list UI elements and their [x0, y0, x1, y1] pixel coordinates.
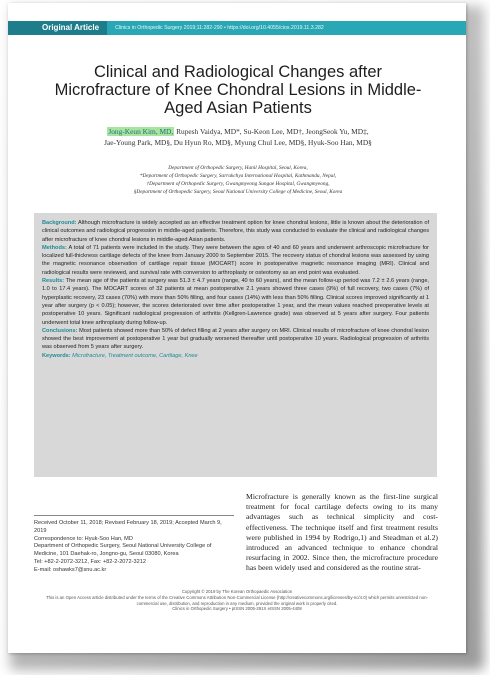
affiliation-line: *Department of Orthopedic Surgery, Sarrakchya International Hospital, Kathmandu, Nepal, — [139, 173, 337, 179]
article-type-tag: Original Article — [8, 21, 107, 35]
correspondence-phone: Tel: +82-2-2072-3212, Fax: +82-2-2072-3212 — [34, 558, 146, 565]
affiliations — [88, 164, 388, 196]
correspondence-email: E-mail: oshawks7@snu.ac.kr — [34, 566, 107, 573]
affiliation-line: Department of Orthopedic Surgery, Hanil Hospital, Seoul, Korea, — [168, 165, 308, 171]
abstract-conclusions — [42, 327, 429, 352]
background-text: Although microfracture is widely accepted as an effective treatment option for knee chondral lesions, little is known about the deterioration of clinical outcomes and radiological progression in middle-aged patients. Therefore, this study was conducted to evaluate the clinical and radiological changes after microfracture of knee chondral lesions in middle-aged Asian patients. — [42, 220, 429, 243]
abstract-methods — [42, 244, 429, 277]
affiliation-line: †Department of Orthopedic Surgery, Gwangmyeong Sungae Hospital, Gwangmyeong, — [146, 181, 330, 187]
abstract-keywords — [42, 352, 429, 360]
correspondence-name: Correspondence to: Hyuk-Soo Han, MD — [34, 535, 133, 542]
page-footer — [36, 589, 438, 612]
journal-citation: Clinics in Orthopedic Surgery 2019;11:282-290 • https://doi.org/10.4055/cios.2019.11.3.282 — [115, 25, 324, 31]
author-line-1: Rupesh Vaidya, MD*, Su-Keon Lee, MD†, JeongSeok Yu, MD‡, — [174, 127, 369, 136]
affiliation-line: §Department of Orthopedic Surgery, Seoul National University College of Medicine, Seoul, Korea — [133, 189, 343, 195]
background-label: Background: — [42, 220, 77, 226]
methods-label: Methods: — [42, 244, 67, 251]
article-page — [8, 3, 466, 653]
article-info — [34, 515, 234, 575]
abstract-background — [42, 219, 429, 244]
correspondence-address: Department of Orthopedic Surgery, Seoul National University College of Medicine, 101 Daehak-ro, Jongno-gu, Seoul 03080, Korea — [34, 543, 212, 558]
abstract-results — [42, 277, 429, 327]
header-bar — [8, 21, 466, 35]
results-text: The mean age of the patients at surgery was 51.3 ± 4.7 years (range, 40 to 60 years), and the mean follow-up period was 7.2 ± 2.6 years (range, 1.0 to 17.4 years). The MOCART scores of 32 patients at mean postoperative 2.1 years showed three cases (9%) of full recovery, two cases (7%) of hyperplastic recovery, 23 cases (70%) with more than 50% filling, and four cases (14%) with less than 50% filling. Clinical scores improved significantly at 1 year after surgery (p < 0.05); however, the scores deteriorated over time after postoperative 1 year, and the mean values reached preoperative levels at postoperative 10 years. Significant radiological progression of arthritis (Kellgren-Lawrence grade) was observed at 5 years after surgery. Four patients underwent total knee arthroplasty during follow-up. — [42, 278, 429, 326]
copyright: Copyright © 2019 by The Korean Orthopaedic Association — [181, 589, 293, 594]
license-text: This is an Open Access article distributed under the terms of the Creative Commons Attribution Non-Commercial License (http://creativecommons.org/licenses/by-nc/4.0) which permits unrestricted non-commercial use, distribution, and reproduction in any medium, provided the original work is properly cited. — [46, 594, 428, 606]
highlighted-author: Jong-Keun Kim, MD, — [108, 127, 174, 136]
article-title: Clinical and Radiological Changes after Microfracture of Knee Chondral Lesions in Middle-Aged Asian Patients — [54, 63, 422, 117]
author-line-2: Jae-Young Park, MD§, Du Hyun Ro, MD§, Myung Chul Lee, MD§, Hyuk-Soo Han, MD§ — [104, 137, 372, 147]
introduction-text: Microfracture is generally known as the first-line surgical treatment for focal cartilage defects owing to its many advantages such as technical simplicity and cost-effectiveness. The technique itself and first treatment results were published in 1994 by Rodrigo,1) and Steadman et al.2) introduced an advanced technique to enhance chondral resurfacing in 2002. Since then, the microfracture procedure has been widely used and considered as the routine strat- — [246, 492, 438, 573]
author-list — [48, 127, 428, 148]
keywords-text: Microfracture, Treatment outcome, Cartilage, Knee — [70, 352, 198, 359]
abstract-box — [34, 213, 437, 477]
conclusions-text: Most patients showed more than 50% of defect filling at 2 years after surgery on MRI. Clinical results of microfracture of knee chondral lesion showed the best improvement at postoperative 1 year but gradually worsened thereafter until postoperative 10 years. Radiological progression of arthritis was observed from 5 years after surgery. — [42, 327, 429, 351]
divider — [34, 515, 234, 516]
issn: Clinics in Orthopedic Surgery • pISSN 2005-291X eISSN 2005-4408 — [172, 606, 302, 612]
methods-text: A total of 71 patients were included in the study. They were between the ages of 40 and 60 years and underwent arthroscopic microfracture for localized full-thickness cartilage defects of the knee from January 2000 to September 2015. The recovery status of chondral lesions was assessed by using the magnetic resonance observation of cartilage repair tissue (MOCART) score in postoperative magnetic resonance imaging (MRI). Clinical and radiological results were reviewed, and survival rate with conversion to arthroplasty or osteotomy as an end point was evaluated. — [42, 244, 429, 276]
results-label: Results: — [42, 278, 65, 285]
conclusions-label: Conclusions: — [42, 327, 78, 334]
keywords-label: Keywords: — [42, 352, 71, 359]
received-dates: Received October 11, 2018; Revised February 18, 2019; Accepted March 9, 2019 — [34, 520, 222, 534]
